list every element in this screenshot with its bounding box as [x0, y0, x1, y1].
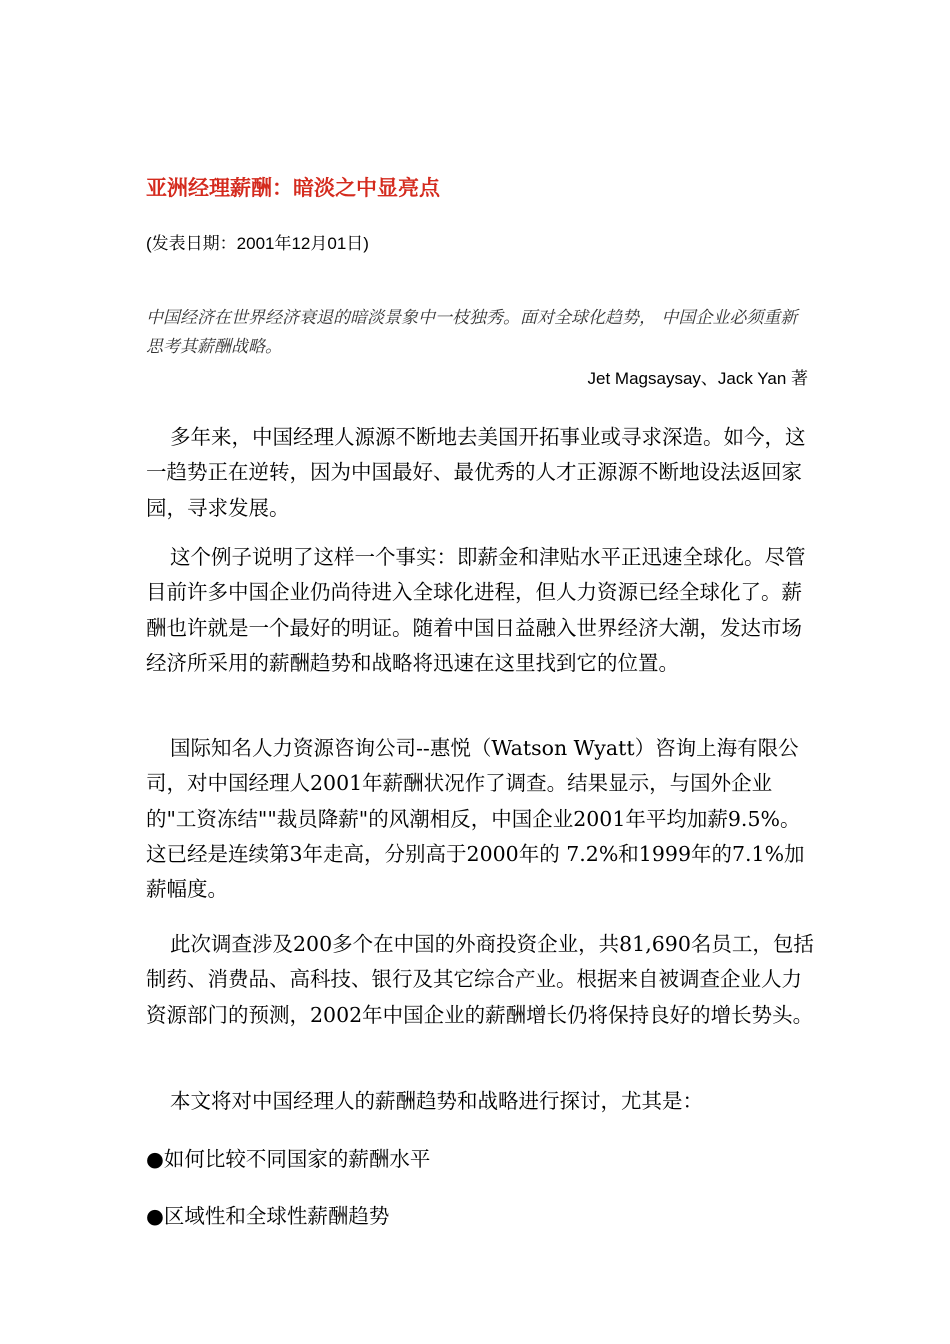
author-byline: Jet Magsaysay、Jack Yan 著 [587, 369, 808, 388]
body-paragraph-5: 本文将对中国经理人的薪酬趋势和战略进行探讨，尤其是： [170, 1089, 703, 1113]
article-abstract: 中国经济在世界经济衰退的暗淡景象中一枝独秀。面对全球化趋势， 中国企业必须重新思考其薪酬战略。 [146, 308, 798, 357]
body-paragraph-4: 此次调查涉及200多个在中国的外商投资企业，共81,690名员工，包括制药、消费品、高科技、银行及其它综合产业。根据来自被调查企业人力资源部门的预测，2002年中国企业的薪酬增长仍将保持良好的增长势头。 [146, 932, 814, 1027]
bullet-item-1: ●如何比较不同国家的薪酬水平 [146, 1147, 431, 1171]
bullet-item-2: ●区域性和全球性薪酬趋势 [146, 1204, 390, 1228]
publish-date: (发表日期：2001年12月01日) [146, 234, 369, 253]
body-paragraph-3: 国际知名人力资源咨询公司--惠悦（Watson Wyatt）咨询上海有限公司，对中国经理人2001年薪酬状况作了调查。结果显示，与国外企业的"工资冻结""裁员降薪"的风潮相反，中国企业2001年平均加薪9.5%。这已经是连续第3年走高，分别高于2000年的 7.2%和1999年的7.1%加薪幅度。 [146, 736, 805, 902]
article-title: 亚洲经理薪酬：暗淡之中显亮点 [146, 176, 440, 200]
body-paragraph-1: 多年来，中国经理人源源不断地去美国开拓事业或寻求深造。如今，这一趋势正在逆转，因为中国最好、最优秀的人才正源源不断地设法返回家园，寻求发展。 [146, 425, 806, 520]
body-paragraph-2: 这个例子说明了这样一个事实：即薪金和津贴水平正迅速全球化。尽管目前许多中国企业仍尚待进入全球化进程，但人力资源已经全球化了。薪酬也许就是一个最好的明证。随着中国日益融入世界经济大潮，发达市场经济所采用的薪酬趋势和战略将迅速在这里找到它的位置。 [146, 545, 806, 675]
